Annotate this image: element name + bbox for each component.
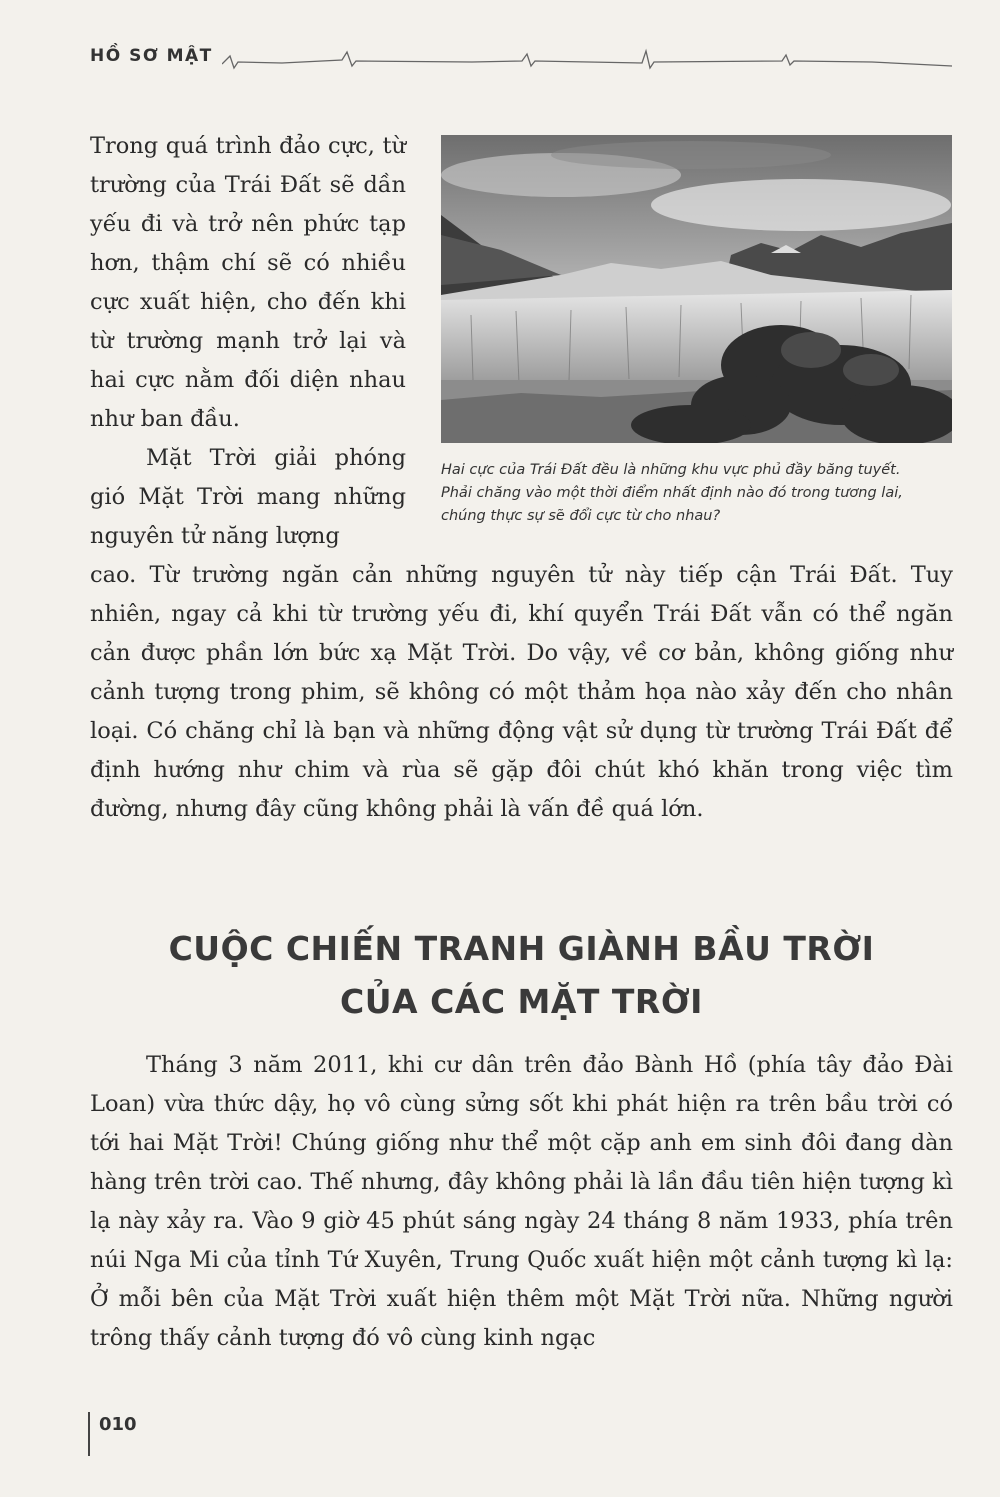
section-heading: [90, 922, 953, 1028]
paragraph-solar-wind-continued: cao. Từ trường ngăn cản những nguyên tử này tiếp cận Trái Đất. Tuy nhiên, ngay cả khi từ trường yếu đi, khí quyển Trái Đất vẫn có thể ngăn cản được phần lớn bức xạ Mặt Trời. Do vậy, về cơ bản, không giống như cảnh tượng trong phim, sẽ không có một thảm họa nào xảy đến cho nhân loại. Có chăng chỉ là bạn và những động vật sử dụng từ trường Trái Đất để định hướng như chim và rùa sẽ gặp đôi chút khó khăn trong việc tìm đường, nhưng đây cũng không phải là vấn đề quá lớn.: [90, 562, 953, 822]
paragraph-pole-reversal: Trong quá trình đảo cực, từ trường của Trái Đất sẽ dần yếu đi và trở nên phức tạp hơn, thậm chí sẽ có nhiều cực xuất hiện, cho đến khi từ trường mạnh trở lại và hai cực nằm đối diện nhau như ban đầu.: [90, 133, 406, 432]
glacier-photo: [441, 135, 952, 443]
paragraph-two-suns: Tháng 3 năm 2011, khi cư dân trên đảo Bành Hồ (phía tây đảo Đài Loan) vừa thức dậy, họ vô cùng sửng sốt khi phát hiện ra trên bầu trời có tới hai Mặt Trời! Chúng giống như thể một cặp anh em sinh đôi đang dàn hàng trên trời cao. Thế nhưng, đây không phải là lần đầu tiên hiện tượng kì lạ này xảy ra. Vào 9 giờ 45 phút sáng ngày 24 tháng 8 năm 1933, phía trên núi Nga Mi của tỉnh Tứ Xuyên, Trung Quốc xuất hiện một cảnh tượng kì lạ: Ở mỗi bên của Mặt Trời xuất hiện thêm một Mặt Trời nữa. Những người trông thấy cảnh tượng đó vô cùng kinh ngạc: [90, 1052, 953, 1351]
running-header: [90, 42, 952, 72]
paragraph-solar-wind: Mặt Trời giải phóng gió Mặt Trời mang những nguyên tử năng lượng: [90, 445, 406, 549]
header-pulse-line: [222, 42, 952, 72]
footer-divider: [88, 1412, 90, 1456]
caption-line: Phải chăng vào một thời điểm nhất định nào đó trong tương lai,: [441, 485, 903, 501]
header-title: HỒ SƠ MẬT: [90, 46, 213, 66]
caption-line: Hai cực của Trái Đất đều là những khu vực phủ đầy băng tuyết.: [441, 462, 901, 478]
photo-caption: [441, 459, 961, 528]
section-heading-line: CUỘC CHIẾN TRANH GIÀNH BẦU TRỜI: [168, 929, 875, 968]
page-number: 010: [99, 1414, 137, 1435]
section-heading-line: CỦA CÁC MẶT TRỜI: [340, 982, 703, 1021]
caption-line: chúng thực sự sẽ đổi cực từ cho nhau?: [441, 508, 721, 524]
